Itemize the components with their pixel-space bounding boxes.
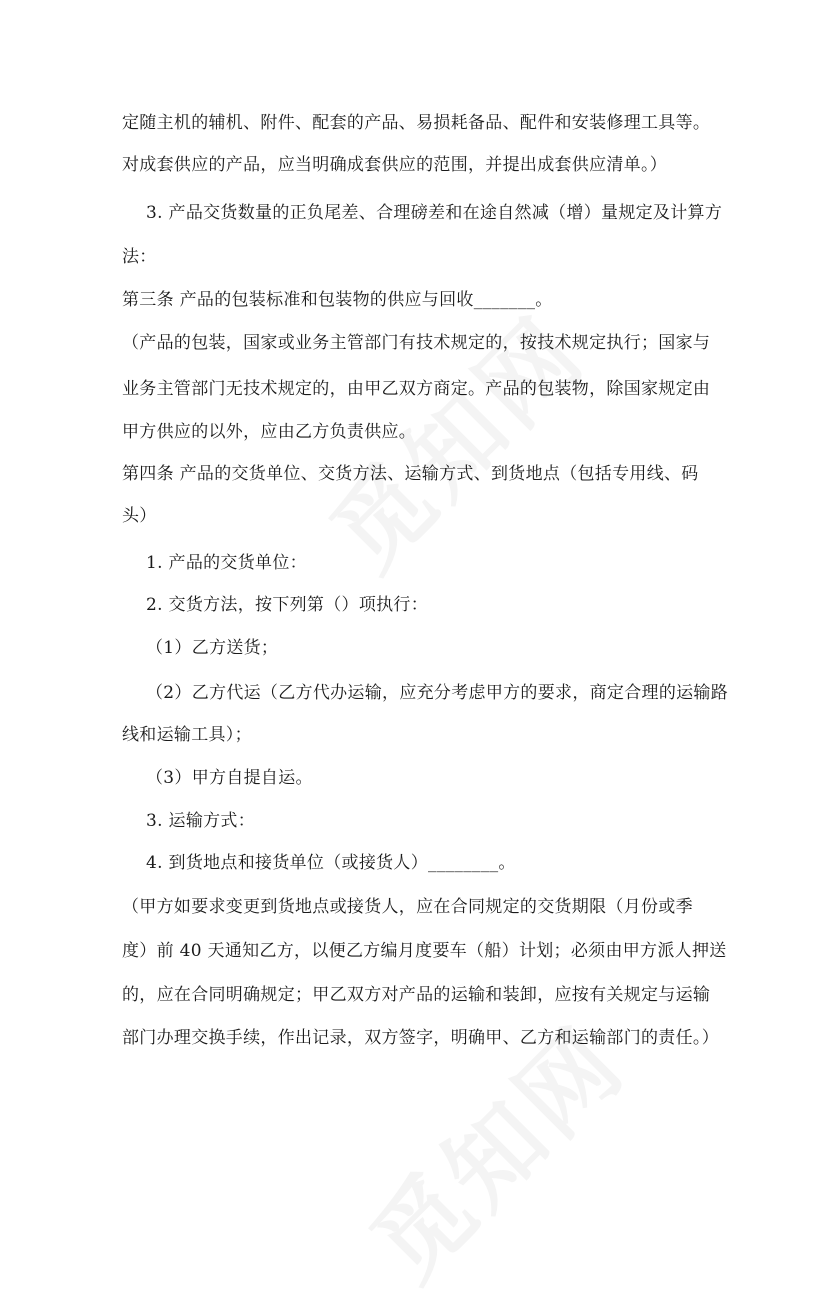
text-line: 定随主机的辅机、附件、配套的产品、易损耗备品、配件和安装修理工具等。 <box>122 113 711 133</box>
text-line: 3. 产品交货数量的正负尾差、合理磅差和在途自然减（增）量规定及计算方 <box>146 203 723 223</box>
text-line: 1. 产品的交货单位： <box>146 553 307 573</box>
text-line: 线和运输工具）； <box>122 725 252 745</box>
text-line: 的，应在合同明确规定；甲乙双方对产品的运输和装卸，应按有关规定与运输 <box>122 985 711 1005</box>
text-line: （甲方如要求变更到货地点或接货人，应在合同规定的交货期限（月份或季 <box>122 897 693 917</box>
text-line: （产品的包装，国家或业务主管部门有技术规定的，按技术规定执行；国家与 <box>122 333 711 353</box>
text-line: 业务主管部门无技术规定的，由甲乙双方商定。产品的包装物，除国家规定由 <box>122 379 711 399</box>
text-line: 4. 到货地点和接货单位（或接货人）________。 <box>146 853 516 873</box>
text-line: 3. 运输方式： <box>146 811 256 831</box>
text-line: （3）甲方自提自运。 <box>146 768 313 788</box>
section-heading: 第三条 产品的包装标准和包装物的供应与回收_______。 <box>122 290 553 310</box>
text-line: 对成套供应的产品，应当明确成套供应的范围，并提出成套供应清单。） <box>122 155 668 175</box>
text-line: 度）前 40 天通知乙方，以便乙方编月度要车（船）计划；必须由甲方派人押送 <box>122 941 727 961</box>
text-line: 2. 交货方法，按下列第（）项执行： <box>146 595 429 615</box>
text-line: 头） <box>122 506 157 526</box>
text-line: 部门办理交换手续，作出记录，双方签字，明确甲、乙方和运输部门的责任。） <box>122 1028 719 1048</box>
section-heading: 第四条 产品的交货单位、交货方法、运输方式、到货地点（包括专用线、码 <box>122 464 699 484</box>
text-line: （2）乙方代运（乙方代办运输，应充分考虑甲方的要求，商定合理的运输路 <box>146 683 729 703</box>
text-line: 甲方供应的以外，应由乙方负责供应。 <box>122 422 417 442</box>
text-line: （1）乙方送货； <box>146 638 279 658</box>
text-line: 法： <box>122 247 157 267</box>
